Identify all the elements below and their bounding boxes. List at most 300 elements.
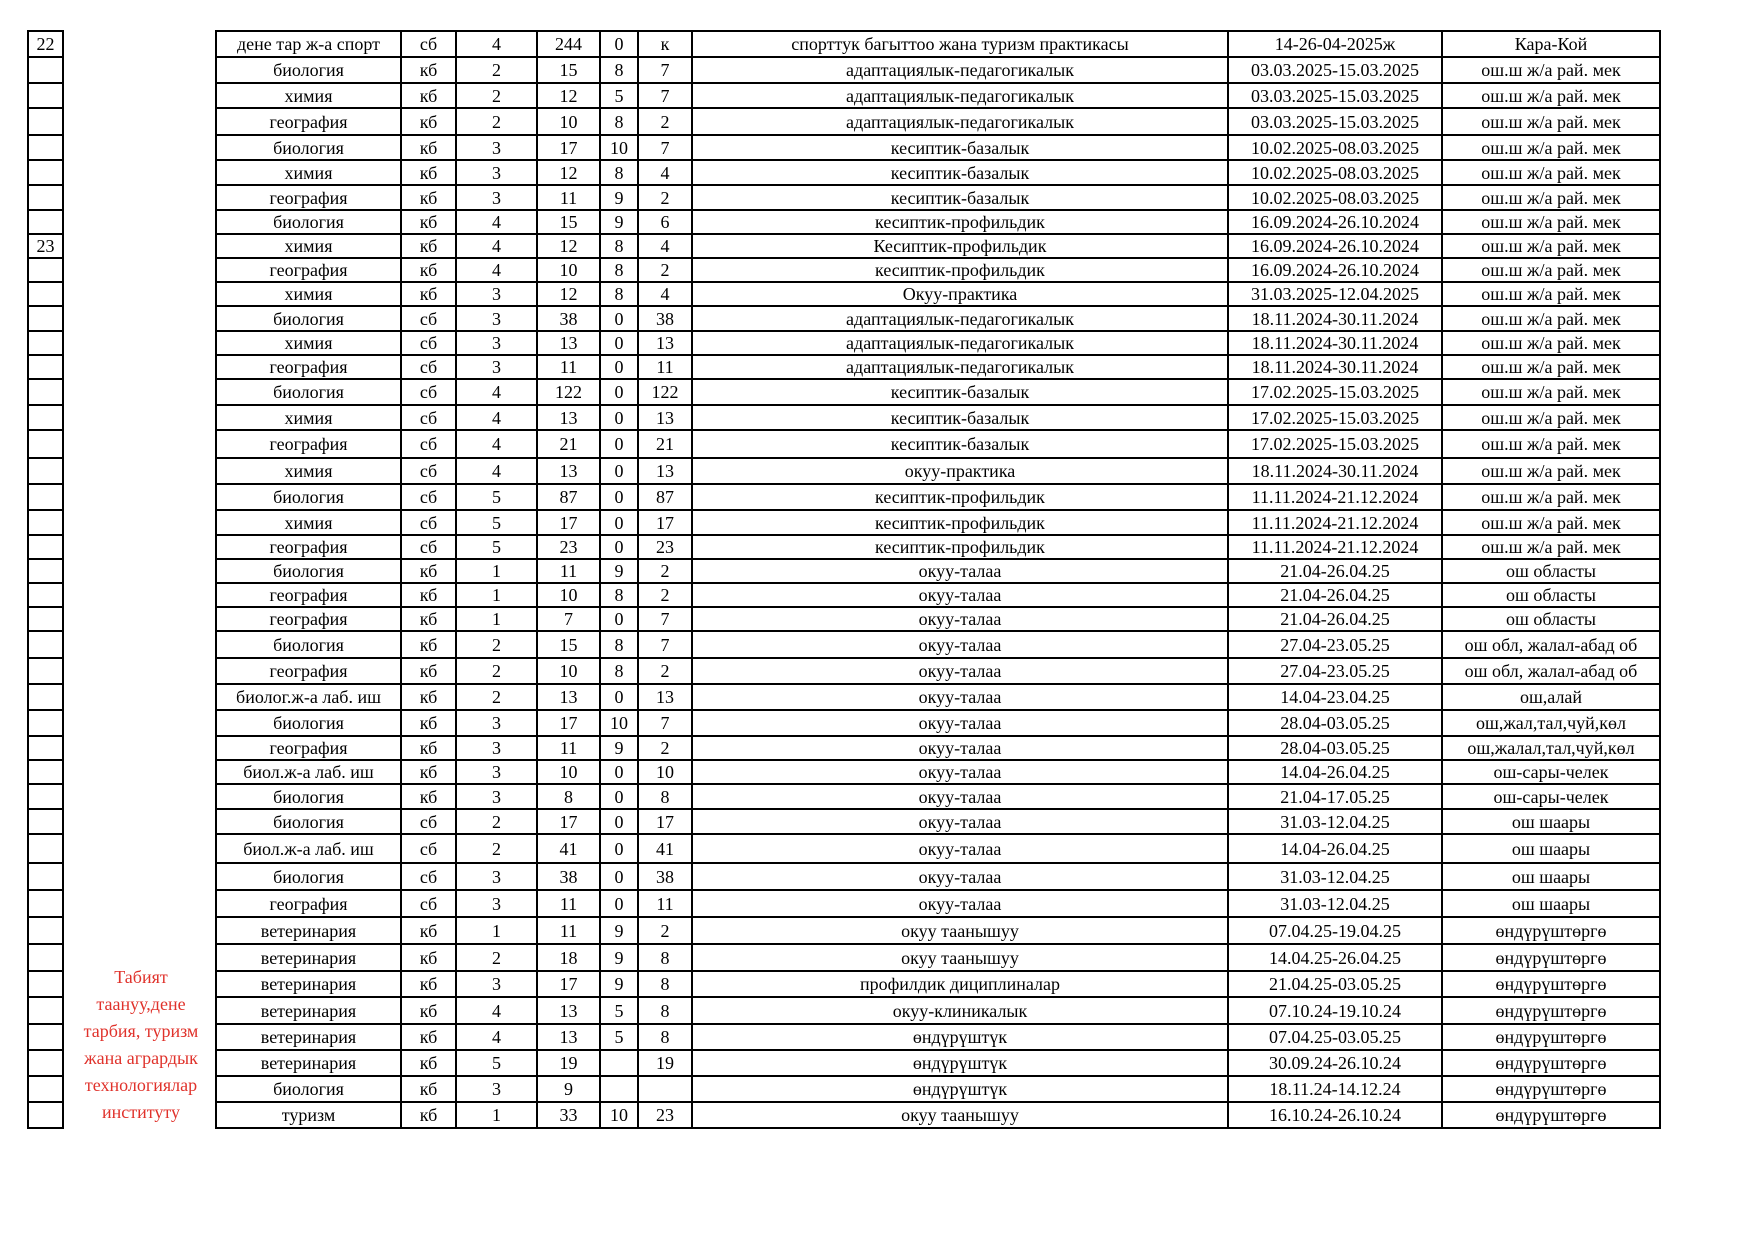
row-number-row — [28, 31, 63, 57]
practice-place-cell: ош.ш ж/а рай. мек — [1442, 282, 1660, 306]
budget-count-cell: 8 — [638, 1024, 692, 1050]
study-form-cell: кб — [401, 710, 456, 736]
table-row — [216, 809, 1660, 834]
budget-count-cell: 11 — [638, 355, 692, 379]
course-cell: 1 — [456, 583, 537, 607]
table-row — [216, 331, 1660, 355]
study-form-cell: кб — [401, 185, 456, 210]
practice-type-cell: окуу-талаа — [692, 607, 1228, 631]
study-form-cell: сб — [401, 430, 456, 458]
row-number-cell — [28, 607, 63, 631]
budget-count-cell: 8 — [638, 997, 692, 1024]
contract-count-cell: 0 — [600, 355, 638, 379]
table-row — [216, 658, 1660, 684]
contract-count-cell: 10 — [600, 135, 638, 160]
practice-dates-cell: 31.03-12.04.25 — [1228, 890, 1442, 917]
table-row — [216, 917, 1660, 944]
row-number-row — [28, 379, 63, 405]
course-cell: 1 — [456, 1102, 537, 1128]
table-row — [216, 282, 1660, 306]
study-form-cell: кб — [401, 83, 456, 108]
total-students-cell: 15 — [537, 210, 600, 234]
row-number-cell — [28, 917, 63, 944]
total-students-cell: 23 — [537, 535, 600, 559]
practice-place-cell: ош шаары — [1442, 890, 1660, 917]
total-students-cell: 244 — [537, 31, 600, 57]
table-row — [216, 890, 1660, 917]
row-number-row — [28, 784, 63, 809]
practice-type-cell: адаптациялык-педагогикалык — [692, 83, 1228, 108]
course-cell: 2 — [456, 83, 537, 108]
study-form-cell: кб — [401, 1024, 456, 1050]
row-number-row — [28, 658, 63, 684]
table-row — [216, 185, 1660, 210]
practice-dates-cell: 17.02.2025-15.03.2025 — [1228, 430, 1442, 458]
budget-count-cell: 8 — [638, 784, 692, 809]
total-students-cell: 9 — [537, 1076, 600, 1102]
course-cell: 4 — [456, 458, 537, 484]
contract-count-cell: 10 — [600, 710, 638, 736]
contract-count-cell: 0 — [600, 31, 638, 57]
practice-place-cell: ош.ш ж/а рай. мек — [1442, 405, 1660, 430]
contract-count-cell — [600, 1076, 638, 1102]
budget-count-cell: 2 — [638, 917, 692, 944]
practice-place-cell: ош.ш ж/а рай. мек — [1442, 83, 1660, 108]
practice-dates-cell: 07.04.25-19.04.25 — [1228, 917, 1442, 944]
subject-cell: химия — [216, 405, 401, 430]
course-cell: 3 — [456, 784, 537, 809]
budget-count-cell: 6 — [638, 210, 692, 234]
practice-dates-cell: 17.02.2025-15.03.2025 — [1228, 379, 1442, 405]
contract-count-cell: 9 — [600, 185, 638, 210]
study-form-cell: кб — [401, 997, 456, 1024]
subject-cell: биология — [216, 631, 401, 658]
budget-count-cell: 21 — [638, 430, 692, 458]
row-number-row — [28, 583, 63, 607]
row-number-cell — [28, 1050, 63, 1076]
row-number-row — [28, 890, 63, 917]
subject-cell: химия — [216, 282, 401, 306]
subject-cell: химия — [216, 331, 401, 355]
budget-count-cell: 87 — [638, 484, 692, 510]
study-form-cell: кб — [401, 57, 456, 83]
course-cell: 3 — [456, 185, 537, 210]
total-students-cell: 7 — [537, 607, 600, 631]
table-row — [216, 997, 1660, 1024]
practice-place-cell: ош.ш ж/а рай. мек — [1442, 355, 1660, 379]
practice-type-cell: окуу-талаа — [692, 809, 1228, 834]
study-form-cell: сб — [401, 834, 456, 863]
total-students-cell: 38 — [537, 306, 600, 331]
table-row — [216, 458, 1660, 484]
subject-cell: химия — [216, 83, 401, 108]
contract-count-cell: 0 — [600, 684, 638, 710]
practice-place-cell: ош областы — [1442, 559, 1660, 583]
practice-type-cell: кесиптик-базалык — [692, 185, 1228, 210]
table-row — [216, 1102, 1660, 1128]
practice-dates-cell: 07.04.25-03.05.25 — [1228, 1024, 1442, 1050]
contract-count-cell: 8 — [600, 160, 638, 185]
total-students-cell: 87 — [537, 484, 600, 510]
practice-place-cell: ош-сары-челек — [1442, 784, 1660, 809]
course-cell: 4 — [456, 997, 537, 1024]
study-form-cell: кб — [401, 282, 456, 306]
practice-type-cell: өндүрүштүк — [692, 1050, 1228, 1076]
practice-dates-cell: 18.11.2024-30.11.2024 — [1228, 331, 1442, 355]
contract-count-cell: 0 — [600, 760, 638, 784]
row-number-cell — [28, 684, 63, 710]
row-number-row — [28, 863, 63, 890]
total-students-cell: 11 — [537, 559, 600, 583]
budget-count-cell: 7 — [638, 631, 692, 658]
study-form-cell: кб — [401, 108, 456, 135]
practice-type-cell: Кесиптик-профильдик — [692, 234, 1228, 258]
budget-count-cell: 2 — [638, 658, 692, 684]
practice-dates-cell: 10.02.2025-08.03.2025 — [1228, 160, 1442, 185]
row-number-cell — [28, 535, 63, 559]
course-cell: 3 — [456, 282, 537, 306]
practice-place-cell: өндүрүштөргө — [1442, 1050, 1660, 1076]
practice-type-cell: адаптациялык-педагогикалык — [692, 57, 1228, 83]
subject-cell: биология — [216, 484, 401, 510]
subject-cell: география — [216, 108, 401, 135]
practice-place-cell: ош областы — [1442, 583, 1660, 607]
contract-count-cell: 0 — [600, 809, 638, 834]
contract-count-cell: 0 — [600, 607, 638, 631]
total-students-cell: 17 — [537, 971, 600, 997]
practice-place-cell: өндүрүштөргө — [1442, 997, 1660, 1024]
contract-count-cell: 9 — [600, 736, 638, 760]
course-cell: 2 — [456, 809, 537, 834]
practice-type-cell: окуу-талаа — [692, 890, 1228, 917]
contract-count-cell: 9 — [600, 917, 638, 944]
contract-count-cell: 8 — [600, 631, 638, 658]
row-number-cell — [28, 944, 63, 971]
table-row — [216, 355, 1660, 379]
total-students-cell: 11 — [537, 890, 600, 917]
practice-dates-cell: 16.09.2024-26.10.2024 — [1228, 234, 1442, 258]
study-form-cell: сб — [401, 355, 456, 379]
table-row — [216, 535, 1660, 559]
practice-place-cell: ош.ш ж/а рай. мек — [1442, 306, 1660, 331]
course-cell: 4 — [456, 430, 537, 458]
subject-cell: ветеринария — [216, 971, 401, 997]
row-number-row — [28, 135, 63, 160]
row-number-cell — [28, 658, 63, 684]
practice-dates-cell: 30.09.24-26.10.24 — [1228, 1050, 1442, 1076]
study-form-cell: сб — [401, 31, 456, 57]
study-form-cell: сб — [401, 510, 456, 535]
practice-type-cell: окуу таанышуу — [692, 944, 1228, 971]
course-cell: 2 — [456, 108, 537, 135]
row-number-cell — [28, 306, 63, 331]
practice-type-cell: өндүрүштүк — [692, 1024, 1228, 1050]
table-row — [216, 1076, 1660, 1102]
practice-type-cell: Окуу-практика — [692, 282, 1228, 306]
row-number-cell — [28, 760, 63, 784]
row-number-row — [28, 234, 63, 258]
subject-cell: биология — [216, 784, 401, 809]
subject-cell: химия — [216, 458, 401, 484]
row-number-row — [28, 997, 63, 1024]
table-row — [216, 736, 1660, 760]
contract-count-cell — [600, 1050, 638, 1076]
practice-dates-cell: 17.02.2025-15.03.2025 — [1228, 405, 1442, 430]
practice-type-cell: адаптациялык-педагогикалык — [692, 108, 1228, 135]
study-form-cell: кб — [401, 160, 456, 185]
row-number-cell — [28, 57, 63, 83]
practice-dates-cell: 21.04-17.05.25 — [1228, 784, 1442, 809]
subject-cell: география — [216, 355, 401, 379]
course-cell: 3 — [456, 971, 537, 997]
contract-count-cell: 5 — [600, 997, 638, 1024]
table-row — [216, 258, 1660, 282]
practice-type-cell: кесиптик-базалык — [692, 379, 1228, 405]
budget-count-cell — [638, 1076, 692, 1102]
study-form-cell: кб — [401, 210, 456, 234]
total-students-cell: 11 — [537, 736, 600, 760]
row-number-row — [28, 1102, 63, 1128]
practice-place-cell: ош.ш ж/а рай. мек — [1442, 160, 1660, 185]
contract-count-cell: 5 — [600, 83, 638, 108]
row-number-cell — [28, 258, 63, 282]
total-students-cell: 11 — [537, 917, 600, 944]
practice-place-cell: ош.ш ж/а рай. мек — [1442, 135, 1660, 160]
contract-count-cell: 0 — [600, 430, 638, 458]
practice-place-cell: Кара-Кой — [1442, 31, 1660, 57]
study-form-cell: кб — [401, 736, 456, 760]
total-students-cell: 17 — [537, 510, 600, 535]
course-cell: 1 — [456, 607, 537, 631]
row-number-row — [28, 1024, 63, 1050]
row-number-row — [28, 306, 63, 331]
budget-count-cell: 7 — [638, 135, 692, 160]
study-form-cell: кб — [401, 607, 456, 631]
row-number-cell — [28, 890, 63, 917]
practice-place-cell: ош,жал,тал,чуй,көл — [1442, 710, 1660, 736]
practice-dates-cell: 03.03.2025-15.03.2025 — [1228, 108, 1442, 135]
total-students-cell: 15 — [537, 57, 600, 83]
row-number-row — [28, 684, 63, 710]
total-students-cell: 10 — [537, 760, 600, 784]
practice-dates-cell: 03.03.2025-15.03.2025 — [1228, 83, 1442, 108]
row-number-cell: 22 — [28, 31, 63, 57]
practice-place-cell: ош шаары — [1442, 863, 1660, 890]
subject-cell: туризм — [216, 1102, 401, 1128]
practice-type-cell: кесиптик-базалык — [692, 430, 1228, 458]
practice-dates-cell: 28.04-03.05.25 — [1228, 736, 1442, 760]
course-cell: 4 — [456, 405, 537, 430]
subject-cell: ветеринария — [216, 1024, 401, 1050]
study-form-cell: кб — [401, 559, 456, 583]
study-form-cell: кб — [401, 917, 456, 944]
course-cell: 5 — [456, 484, 537, 510]
total-students-cell: 122 — [537, 379, 600, 405]
table-row — [216, 234, 1660, 258]
total-students-cell: 38 — [537, 863, 600, 890]
budget-count-cell: 7 — [638, 710, 692, 736]
practice-dates-cell: 31.03.2025-12.04.2025 — [1228, 282, 1442, 306]
table-row — [216, 1050, 1660, 1076]
total-students-cell: 8 — [537, 784, 600, 809]
practice-dates-cell: 18.11.2024-30.11.2024 — [1228, 355, 1442, 379]
row-number-row — [28, 160, 63, 185]
practice-dates-cell: 21.04-26.04.25 — [1228, 559, 1442, 583]
practice-type-cell: кесиптик-профильдик — [692, 510, 1228, 535]
practice-type-cell: окуу-талаа — [692, 760, 1228, 784]
study-form-cell: сб — [401, 535, 456, 559]
row-number-cell — [28, 355, 63, 379]
row-number-row — [28, 458, 63, 484]
course-cell: 3 — [456, 135, 537, 160]
practice-place-cell: ош областы — [1442, 607, 1660, 631]
total-students-cell: 12 — [537, 282, 600, 306]
row-number-row — [28, 535, 63, 559]
row-number-row — [28, 355, 63, 379]
course-cell: 2 — [456, 658, 537, 684]
course-cell: 4 — [456, 258, 537, 282]
total-students-cell: 17 — [537, 710, 600, 736]
budget-count-cell: 7 — [638, 57, 692, 83]
subject-cell: биология — [216, 809, 401, 834]
row-number-row — [28, 1076, 63, 1102]
row-number-cell — [28, 458, 63, 484]
row-number-row — [28, 760, 63, 784]
table-row — [216, 559, 1660, 583]
total-students-cell: 13 — [537, 331, 600, 355]
practice-dates-cell: 21.04-26.04.25 — [1228, 607, 1442, 631]
study-form-cell: сб — [401, 890, 456, 917]
subject-cell: биология — [216, 863, 401, 890]
row-number-cell — [28, 1076, 63, 1102]
row-number-cell — [28, 210, 63, 234]
total-students-cell: 13 — [537, 458, 600, 484]
total-students-cell: 10 — [537, 583, 600, 607]
subject-cell: биол.ж-а лаб. иш — [216, 834, 401, 863]
course-cell: 3 — [456, 331, 537, 355]
subject-cell: ветеринария — [216, 917, 401, 944]
subject-cell: биология — [216, 559, 401, 583]
contract-count-cell: 9 — [600, 210, 638, 234]
contract-count-cell: 0 — [600, 784, 638, 809]
subject-cell: биолог.ж-а лаб. иш — [216, 684, 401, 710]
row-number-row — [28, 510, 63, 535]
course-cell: 3 — [456, 710, 537, 736]
practice-place-cell: ош.ш ж/а рай. мек — [1442, 57, 1660, 83]
table-row — [216, 510, 1660, 535]
study-form-cell: сб — [401, 405, 456, 430]
row-number-row — [28, 83, 63, 108]
practice-place-cell: ош.ш ж/а рай. мек — [1442, 535, 1660, 559]
course-cell: 5 — [456, 1050, 537, 1076]
course-cell: 1 — [456, 917, 537, 944]
row-number-row — [28, 631, 63, 658]
course-cell: 2 — [456, 834, 537, 863]
course-cell: 3 — [456, 760, 537, 784]
budget-count-cell: к — [638, 31, 692, 57]
subject-cell: дене тар ж-а спорт — [216, 31, 401, 57]
total-students-cell: 11 — [537, 185, 600, 210]
contract-count-cell: 8 — [600, 658, 638, 684]
practice-place-cell: өндүрүштөргө — [1442, 1024, 1660, 1050]
course-cell: 3 — [456, 863, 537, 890]
subject-cell: биология — [216, 379, 401, 405]
subject-cell: география — [216, 430, 401, 458]
row-number-row — [28, 57, 63, 83]
budget-count-cell: 19 — [638, 1050, 692, 1076]
course-cell: 3 — [456, 355, 537, 379]
practice-dates-cell: 16.10.24-26.10.24 — [1228, 1102, 1442, 1128]
subject-cell: биол.ж-а лаб. иш — [216, 760, 401, 784]
practice-dates-cell: 14.04-26.04.25 — [1228, 834, 1442, 863]
table-row — [216, 760, 1660, 784]
total-students-cell: 21 — [537, 430, 600, 458]
table-row — [216, 710, 1660, 736]
row-number-row — [28, 809, 63, 834]
study-form-cell: кб — [401, 784, 456, 809]
budget-count-cell: 17 — [638, 510, 692, 535]
course-cell: 3 — [456, 890, 537, 917]
table-row — [216, 57, 1660, 83]
table-row — [216, 971, 1660, 997]
total-students-cell: 41 — [537, 834, 600, 863]
study-form-cell: сб — [401, 863, 456, 890]
practice-type-cell: профилдик дициплиналар — [692, 971, 1228, 997]
course-cell: 5 — [456, 535, 537, 559]
practice-type-cell: өндүрүштүк — [692, 1076, 1228, 1102]
study-form-cell: кб — [401, 1102, 456, 1128]
practice-place-cell: ош.ш ж/а рай. мек — [1442, 210, 1660, 234]
practice-type-cell: кесиптик-базалык — [692, 405, 1228, 430]
total-students-cell: 12 — [537, 234, 600, 258]
practice-place-cell: өндүрүштөргө — [1442, 1076, 1660, 1102]
total-students-cell: 13 — [537, 405, 600, 430]
budget-count-cell: 10 — [638, 760, 692, 784]
practice-place-cell: ош.ш ж/а рай. мек — [1442, 484, 1660, 510]
practice-type-cell: окуу-талаа — [692, 684, 1228, 710]
budget-count-cell: 23 — [638, 535, 692, 559]
practice-dates-cell: 18.11.24-14.12.24 — [1228, 1076, 1442, 1102]
table-row — [216, 135, 1660, 160]
study-form-cell: сб — [401, 379, 456, 405]
total-students-cell: 12 — [537, 83, 600, 108]
practice-dates-cell: 28.04-03.05.25 — [1228, 710, 1442, 736]
practice-place-cell: ош.ш ж/а рай. мек — [1442, 430, 1660, 458]
row-number-cell — [28, 834, 63, 863]
study-form-cell: кб — [401, 631, 456, 658]
table-row — [216, 83, 1660, 108]
practice-type-cell: окуу-талаа — [692, 710, 1228, 736]
budget-count-cell: 8 — [638, 971, 692, 997]
row-number-cell — [28, 631, 63, 658]
budget-count-cell: 2 — [638, 185, 692, 210]
practice-dates-cell: 14-26-04-2025ж — [1228, 31, 1442, 57]
study-form-cell: кб — [401, 1076, 456, 1102]
budget-count-cell: 4 — [638, 282, 692, 306]
subject-cell: география — [216, 890, 401, 917]
practice-dates-cell: 16.09.2024-26.10.2024 — [1228, 210, 1442, 234]
practice-place-cell: өндүрүштөргө — [1442, 971, 1660, 997]
row-number-cell — [28, 583, 63, 607]
budget-count-cell: 2 — [638, 108, 692, 135]
study-form-cell: сб — [401, 458, 456, 484]
contract-count-cell: 8 — [600, 234, 638, 258]
budget-count-cell: 122 — [638, 379, 692, 405]
practice-dates-cell: 10.02.2025-08.03.2025 — [1228, 135, 1442, 160]
practice-place-cell: ош,жалал,тал,чуй,көл — [1442, 736, 1660, 760]
course-cell: 2 — [456, 631, 537, 658]
row-number-row — [28, 430, 63, 458]
